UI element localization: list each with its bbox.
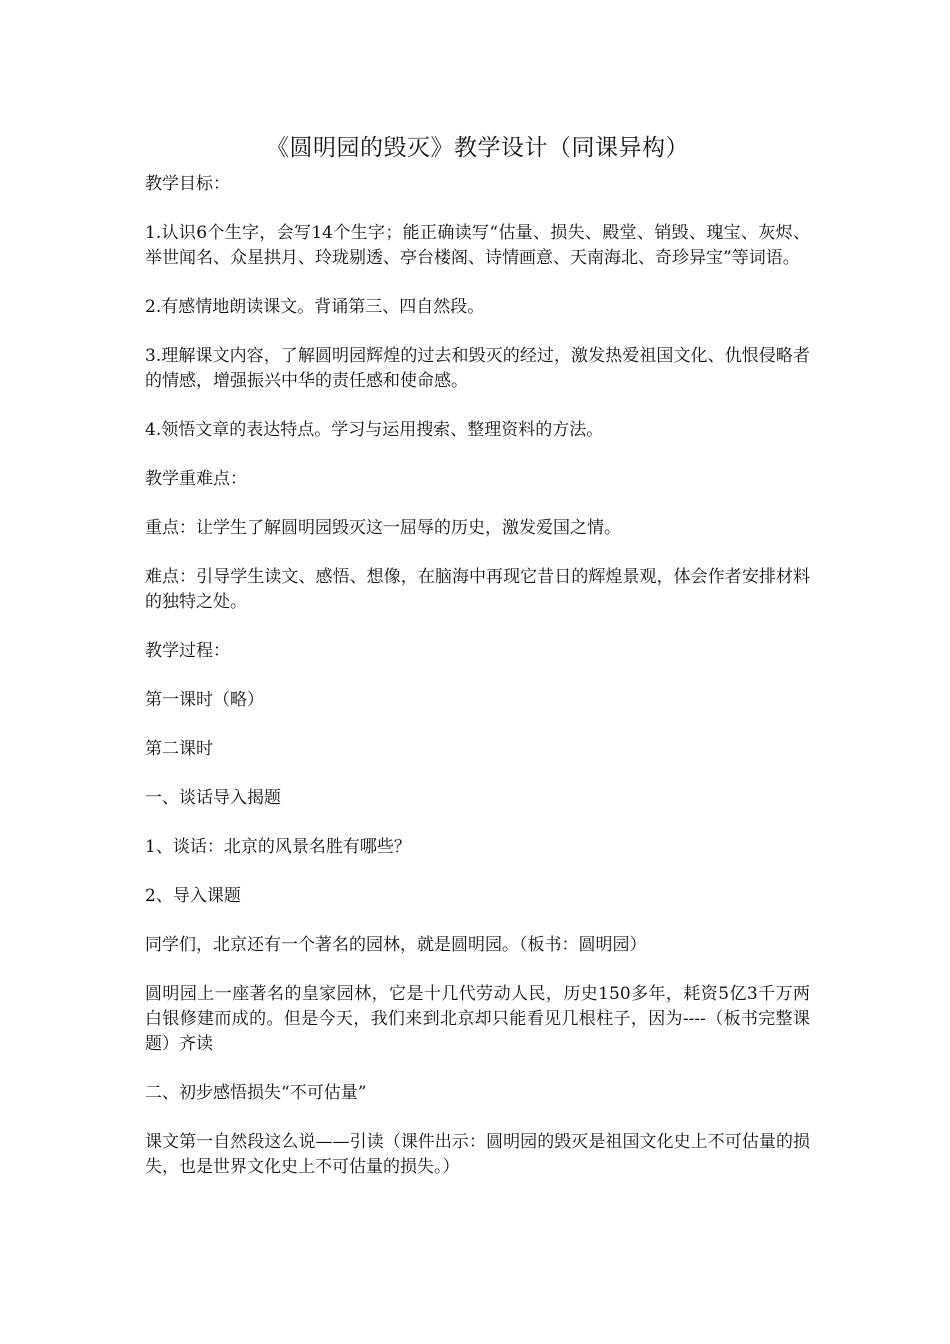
reading-paragraph: 课文第一自然段这么说——引读（课件出示：圆明园的毁灭是祖国文化史上不可估量的损失，也是世界文化史上不可估量的损失。） [145, 1132, 810, 1177]
difficult-point: 难点：引导学生读文、感悟、想像，在脑海中再现它昔日的辉煌景观，体会作者安排材料的独特之处。 [145, 567, 810, 612]
intro-paragraph: 同学们，北京还有一个著名的园林，就是圆明园。（板书：圆明园） [145, 935, 647, 955]
heading-key-points: 教学重难点： [145, 469, 247, 489]
goal-2: 2.有感情地朗读课文。背诵第三、四自然段。 [145, 297, 485, 317]
key-point: 重点：让学生了解圆明园毁灭这一屈辱的历史，激发爱国之情。 [145, 518, 621, 538]
document-page [145, 132, 810, 1202]
step-1: 1、谈话：北京的风景名胜有哪些？ [145, 837, 411, 857]
goal-4: 4.领悟文章的表达特点。学习与运用搜索、整理资料的方法。 [145, 420, 604, 440]
lesson-two: 第二课时 [145, 739, 213, 759]
history-paragraph: 圆明园上一座著名的皇家园林，它是十几代劳动人民，历史150多年，耗资5亿3千万两白银修建而成的。但是今天，我们来到北京却只能看见几根柱子，因为----（板书完整课题）齐读 [145, 984, 810, 1054]
step-2: 2、导入课题 [145, 886, 241, 906]
document-title: 《圆明园的毁灭》教学设计（同课异构） [266, 135, 689, 161]
heading-teaching-process: 教学过程： [145, 641, 230, 661]
heading-teaching-goals: 教学目标： [145, 174, 230, 194]
lesson-one: 第一课时（略） [145, 690, 264, 710]
goal-1: 1.认识6个生字，会写14个生字；能正确读写“估量、损失、殿堂、销毁、瑰宝、灰烬、举世闻名、众星拱月、玲珑剔透、亭台楼阁、诗情画意、天南海北、奇珍异宝”等词语。 [145, 223, 810, 268]
section-one-heading: 一、谈话导入揭题 [145, 788, 281, 808]
section-two-heading: 二、初步感悟损失“不可估量” [145, 1083, 367, 1103]
goal-3: 3.理解课文内容，了解圆明园辉煌的过去和毁灭的经过，激发热爱祖国文化、仇恨侵略者的情感，增强振兴中华的责任感和使命感。 [145, 346, 810, 391]
